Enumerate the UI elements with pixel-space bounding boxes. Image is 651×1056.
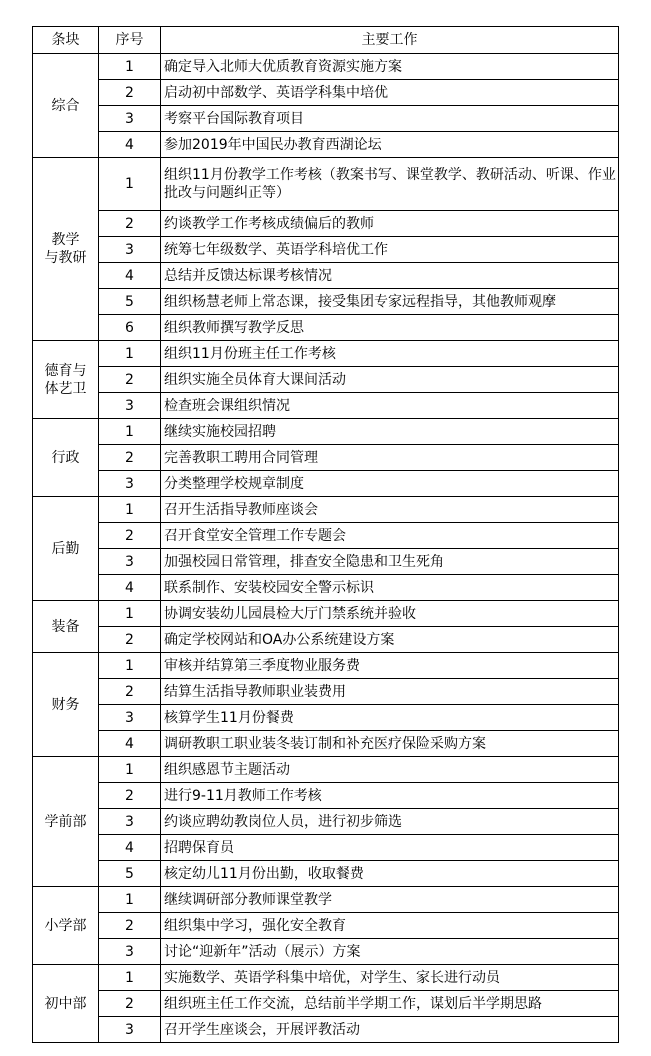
task-cell: 约谈教学工作考核成绩偏后的教师 — [161, 211, 619, 237]
table-row — [33, 757, 619, 783]
number-cell: 1 — [99, 965, 161, 991]
number-cell: 3 — [99, 809, 161, 835]
task-cell: 联系制作、安装校园安全警示标识 — [161, 575, 619, 601]
table-row — [33, 783, 619, 809]
number-cell: 3 — [99, 471, 161, 497]
number-cell: 1 — [99, 158, 161, 211]
task-cell: 核定幼儿11月份出勤，收取餐费 — [161, 861, 619, 887]
number-cell: 1 — [99, 341, 161, 367]
table-row — [33, 289, 619, 315]
task-cell: 统筹七年级数学、英语学科培优工作 — [161, 237, 619, 263]
table-row — [33, 106, 619, 132]
number-cell: 3 — [99, 393, 161, 419]
category-cell: 装备 — [33, 601, 99, 653]
table-row — [33, 679, 619, 705]
header-work: 主要工作 — [161, 27, 619, 54]
task-cell: 组织11月份班主任工作考核 — [161, 341, 619, 367]
number-cell: 4 — [99, 132, 161, 158]
task-cell: 确定学校网站和OA办公系统建设方案 — [161, 627, 619, 653]
task-cell: 召开食堂安全管理工作专题会 — [161, 523, 619, 549]
table-row — [33, 237, 619, 263]
category-cell: 行政 — [33, 419, 99, 497]
number-cell: 4 — [99, 731, 161, 757]
task-cell: 启动初中部数学、英语学科集中培优 — [161, 80, 619, 106]
number-cell: 2 — [99, 991, 161, 1017]
number-cell: 2 — [99, 627, 161, 653]
category-cell: 初中部 — [33, 965, 99, 1043]
task-cell: 核算学生11月份餐费 — [161, 705, 619, 731]
table-row — [33, 861, 619, 887]
table-row — [33, 341, 619, 367]
number-cell: 1 — [99, 653, 161, 679]
number-cell: 1 — [99, 601, 161, 627]
number-cell: 3 — [99, 549, 161, 575]
category-cell: 后勤 — [33, 497, 99, 601]
number-cell: 3 — [99, 939, 161, 965]
table-row — [33, 315, 619, 341]
task-cell: 组织11月份教学工作考核（教案书写、课堂教学、教研活动、听课、作业批改与问题纠正等） — [161, 158, 619, 211]
task-cell: 结算生活指导教师职业装费用 — [161, 679, 619, 705]
task-cell: 分类整理学校规章制度 — [161, 471, 619, 497]
table-row — [33, 887, 619, 913]
task-cell: 召开生活指导教师座谈会 — [161, 497, 619, 523]
table-row — [33, 471, 619, 497]
table-row — [33, 913, 619, 939]
task-cell: 总结并反馈达标课考核情况 — [161, 263, 619, 289]
task-cell: 讨论“迎新年”活动（展示）方案 — [161, 939, 619, 965]
task-cell: 加强校园日常管理，排查安全隐患和卫生死角 — [161, 549, 619, 575]
category-cell: 学前部 — [33, 757, 99, 887]
number-cell: 1 — [99, 887, 161, 913]
header-category: 条块 — [33, 27, 99, 54]
table-row — [33, 445, 619, 471]
task-cell: 组织感恩节主题活动 — [161, 757, 619, 783]
table-row — [33, 367, 619, 393]
number-cell: 2 — [99, 211, 161, 237]
task-cell: 召开学生座谈会，开展评教活动 — [161, 1017, 619, 1043]
task-cell: 审核并结算第三季度物业服务费 — [161, 653, 619, 679]
task-cell: 继续调研部分教师课堂教学 — [161, 887, 619, 913]
category-cell: 德育与 体艺卫 — [33, 341, 99, 419]
number-cell: 4 — [99, 263, 161, 289]
task-cell: 确定导入北师大优质教育资源实施方案 — [161, 54, 619, 80]
table-row — [33, 991, 619, 1017]
number-cell: 1 — [99, 757, 161, 783]
task-cell: 组织杨慧老师上常态课，接受集团专家远程指导，其他教师观摩 — [161, 289, 619, 315]
number-cell: 5 — [99, 289, 161, 315]
table-row — [33, 80, 619, 106]
task-cell: 完善教职工聘用合同管理 — [161, 445, 619, 471]
number-cell: 3 — [99, 106, 161, 132]
task-cell: 协调安装幼儿园晨检大厅门禁系统并验收 — [161, 601, 619, 627]
table-row — [33, 158, 619, 211]
number-cell: 6 — [99, 315, 161, 341]
task-cell: 继续实施校园招聘 — [161, 419, 619, 445]
task-cell: 进行9-11月教师工作考核 — [161, 783, 619, 809]
task-cell: 招聘保育员 — [161, 835, 619, 861]
number-cell: 2 — [99, 80, 161, 106]
task-cell: 参加2019年中国民办教育西湖论坛 — [161, 132, 619, 158]
number-cell: 2 — [99, 679, 161, 705]
table-row — [33, 54, 619, 80]
task-cell: 组织集中学习，强化安全教育 — [161, 913, 619, 939]
table-row — [33, 965, 619, 991]
task-cell: 调研教职工职业装冬装订制和补充医疗保险采购方案 — [161, 731, 619, 757]
table-row — [33, 419, 619, 445]
table-row — [33, 211, 619, 237]
number-cell: 3 — [99, 705, 161, 731]
table-row — [33, 1017, 619, 1043]
number-cell: 2 — [99, 367, 161, 393]
task-cell: 考察平台国际教育项目 — [161, 106, 619, 132]
table-row — [33, 809, 619, 835]
number-cell: 3 — [99, 1017, 161, 1043]
table-row — [33, 653, 619, 679]
table-row — [33, 549, 619, 575]
table-row — [33, 575, 619, 601]
table-row — [33, 627, 619, 653]
number-cell: 3 — [99, 237, 161, 263]
table-row — [33, 601, 619, 627]
number-cell: 2 — [99, 783, 161, 809]
task-cell: 实施数学、英语学科集中培优，对学生、家长进行动员 — [161, 965, 619, 991]
task-cell: 检查班会课组织情况 — [161, 393, 619, 419]
number-cell: 1 — [99, 419, 161, 445]
task-cell: 约谈应聘幼教岗位人员，进行初步筛选 — [161, 809, 619, 835]
task-cell: 组织实施全员体育大课间活动 — [161, 367, 619, 393]
category-cell: 综合 — [33, 54, 99, 158]
category-cell: 财务 — [33, 653, 99, 757]
header-number: 序号 — [99, 27, 161, 54]
number-cell: 2 — [99, 445, 161, 471]
table-row — [33, 939, 619, 965]
table-row — [33, 523, 619, 549]
number-cell: 5 — [99, 861, 161, 887]
table-row — [33, 835, 619, 861]
number-cell: 1 — [99, 54, 161, 80]
table-row — [33, 393, 619, 419]
number-cell: 2 — [99, 913, 161, 939]
number-cell: 4 — [99, 835, 161, 861]
table-row — [33, 132, 619, 158]
task-cell: 组织班主任工作交流，总结前半学期工作，谋划后半学期思路 — [161, 991, 619, 1017]
table-row — [33, 497, 619, 523]
header-row — [33, 27, 619, 54]
number-cell: 4 — [99, 575, 161, 601]
table-row — [33, 731, 619, 757]
work-plan-table — [32, 26, 619, 1043]
table-row — [33, 263, 619, 289]
category-cell: 小学部 — [33, 887, 99, 965]
table-row — [33, 705, 619, 731]
number-cell: 2 — [99, 523, 161, 549]
number-cell: 1 — [99, 497, 161, 523]
category-cell: 教学 与教研 — [33, 158, 99, 341]
task-cell: 组织教师撰写教学反思 — [161, 315, 619, 341]
table-body — [33, 54, 619, 1043]
